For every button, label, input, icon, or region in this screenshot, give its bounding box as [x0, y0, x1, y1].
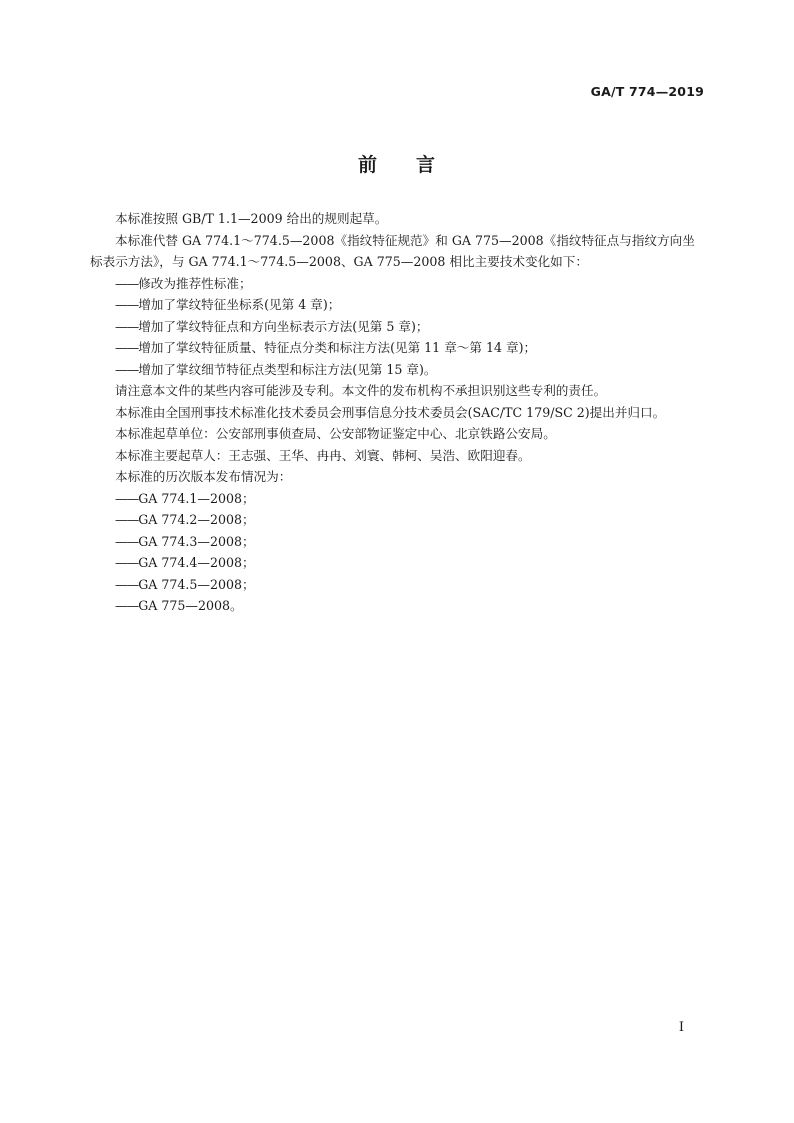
paragraph: 本标准主要起草人：王志强、王华、冉冉、刘寰、韩柯、吴浩、欧阳迎春。 [115, 447, 531, 463]
dash-mark: —— [115, 275, 139, 291]
list-item [90, 359, 704, 381]
list-item-text: GA 774.4—2008； [138, 555, 255, 570]
list-item [90, 509, 704, 531]
paragraph: 请注意本文件的某些内容可能涉及专利。本文件的发布机构不承担识别这些专利的责任。 [115, 383, 607, 398]
list-item-text: 增加了掌纹特征点和方向坐标表示方法(见第 5 章)； [138, 318, 429, 334]
list-item [90, 316, 704, 338]
list-item-text: GA 775—2008。 [138, 598, 243, 613]
dash-mark: —— [115, 340, 139, 355]
foreword-body [90, 208, 704, 617]
list-item-text: GA 774.2—2008； [138, 512, 255, 527]
paragraph: 本标准起草单位：公安部刑事侦查局、公安部物证鉴定中心、北京铁路公安局。 [115, 426, 556, 441]
page-number: I [678, 1020, 684, 1035]
dash-mark: —— [115, 512, 139, 527]
list-item [90, 488, 704, 510]
list-item-text: 修改为推荐性标准； [138, 275, 252, 291]
dash-mark: —— [115, 490, 139, 506]
list-item-text: 增加了掌纹细节特征点类型和标注方法(见第 15 章)。 [138, 361, 437, 377]
list-item-text: GA 774.3—2008； [138, 533, 255, 549]
list-item [90, 273, 704, 295]
paragraph: 本标准代替 GA 774.1～774.5—2008《指纹特征规范》和 GA 775—2008《指纹特征点与指纹方向坐标表示方法》，与 GA 774.1～774.5—2008、GA 775—2008 相比主要技术变化如下： [90, 232, 695, 269]
dash-mark: —— [115, 361, 139, 377]
paragraph: 本标准由全国刑事技术标准化技术委员会刑事信息分技术委员会(SAC/TC 179/SC 2)提出并归口。 [115, 404, 666, 420]
dash-mark: —— [115, 533, 139, 549]
list-item [90, 294, 704, 316]
list-item-text: 增加了掌纹特征坐标系(见第 4 章)； [138, 297, 341, 312]
paragraph: 本标准的历次版本发布情况为： [115, 469, 292, 484]
dash-mark: —— [115, 318, 139, 334]
list-item [90, 337, 704, 359]
list-item [90, 552, 704, 574]
dash-mark: —— [115, 555, 139, 570]
dash-mark: —— [115, 576, 139, 592]
list-item-text: GA 774.1—2008； [138, 490, 255, 506]
list-item-text: 增加了掌纹特征质量、特征点分类和标注方法(见第 11 章～第 14 章)； [138, 340, 537, 355]
dash-mark: —— [115, 297, 139, 312]
title-char-2: 言 [416, 154, 437, 176]
list-item [90, 531, 704, 553]
list-item [90, 595, 704, 617]
list-item [90, 574, 704, 596]
paragraph: 本标准按照 GB/T 1.1—2009 给出的规则起草。 [115, 211, 388, 226]
page-title [0, 150, 794, 177]
standard-code: GA/T 774—2019 [590, 84, 704, 99]
title-char-1: 前 [357, 154, 378, 176]
list-item-text: GA 774.5—2008； [138, 576, 255, 592]
dash-mark: —— [115, 598, 139, 613]
